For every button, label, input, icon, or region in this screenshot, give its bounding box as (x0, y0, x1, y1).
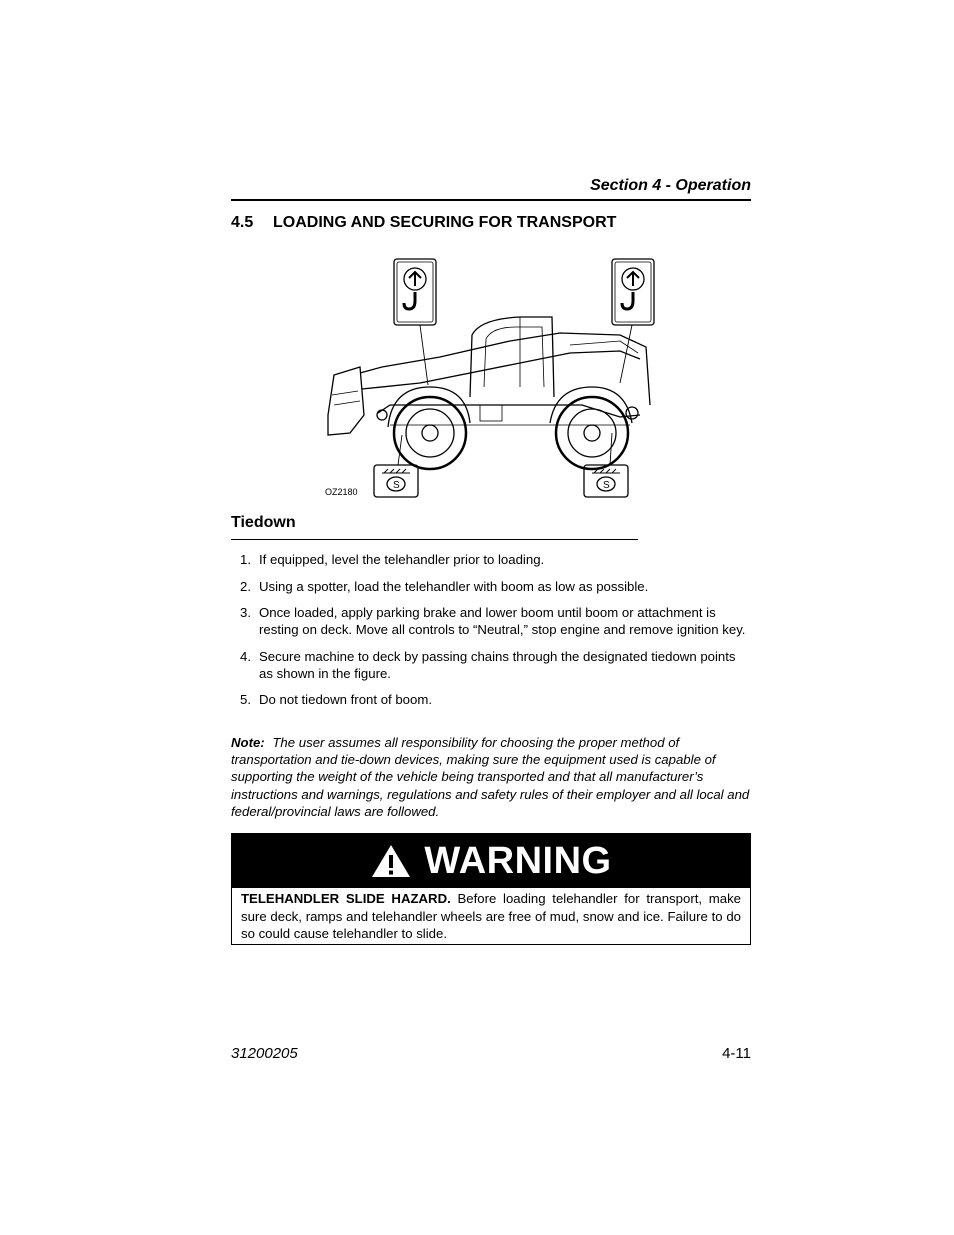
list-item (240, 691, 752, 708)
step-text: If equipped, level the telehandler prior to loading. (259, 552, 545, 567)
tiedown-steps (240, 551, 752, 718)
step-number: 2. (240, 578, 251, 594)
step-number: 1. (240, 552, 251, 567)
note-label: Note: (231, 735, 265, 750)
step-text: Do not tiedown front of boom. (259, 692, 433, 707)
page-number: 4-11 (722, 1045, 751, 1062)
svg-text:S: S (603, 480, 610, 491)
list-item (240, 604, 752, 638)
section-number: 4.5 (231, 214, 254, 231)
step-number: 4. (240, 648, 251, 664)
step-number: 3. (240, 605, 251, 620)
doc-number: 31200205 (231, 1045, 298, 1062)
lift-point-decal-right (612, 259, 654, 325)
section-heading (231, 214, 616, 232)
list-item (240, 578, 752, 595)
warning-box (231, 833, 751, 945)
header-rule (231, 199, 751, 201)
warning-lead: TELEHANDLER SLIDE HAZARD. (241, 891, 451, 906)
lift-point-decal-left (394, 259, 436, 325)
warning-message (241, 890, 741, 943)
subsection-heading: Tiedown (231, 514, 296, 531)
list-item (240, 648, 752, 682)
tiedown-decal-left (374, 465, 418, 497)
section-title: LOADING AND SECURING FOR TRANSPORT (273, 214, 617, 231)
list-item (240, 551, 752, 568)
telehandler-drawing (328, 317, 650, 469)
note-paragraph (231, 734, 753, 820)
warning-triangle-icon (370, 843, 412, 879)
warning-title: WARNING (424, 839, 612, 882)
step-number: 5. (240, 692, 251, 707)
subsection-rule (231, 539, 638, 540)
warning-header (232, 834, 750, 888)
figure-id: OZ2180 (325, 487, 358, 497)
note-text: The user assumes all responsibility for choosing the proper method of transportation and tie-down devices, making sure the equipment used is capable of supporting the weight of the vehicle being transported and that all manufacturer’s instructions and warnings, regulations and safety rules of their employer and all local and federal/provincial laws are followed. (231, 735, 750, 819)
step-text: Secure machine to deck by passing chains through the designated tiedown points as shown in the figure. (259, 648, 736, 681)
section-header: Section 4 - Operation (590, 177, 751, 194)
telehandler-figure (320, 255, 660, 505)
svg-text:S: S (393, 480, 400, 491)
warning-body: Before loading telehandler for transport, make sure deck, ramps and telehandler wheels are free of mud, snow and ice. Failure to do so could cause telehandler to slide. (241, 891, 741, 941)
step-text: Once loaded, apply parking brake and lower boom until boom or attachment is resting on deck. Move all controls to “Neutral,” stop engine and remove ignition key. (259, 605, 746, 637)
step-text: Using a spotter, load the telehandler with boom as low as possible. (259, 578, 649, 594)
